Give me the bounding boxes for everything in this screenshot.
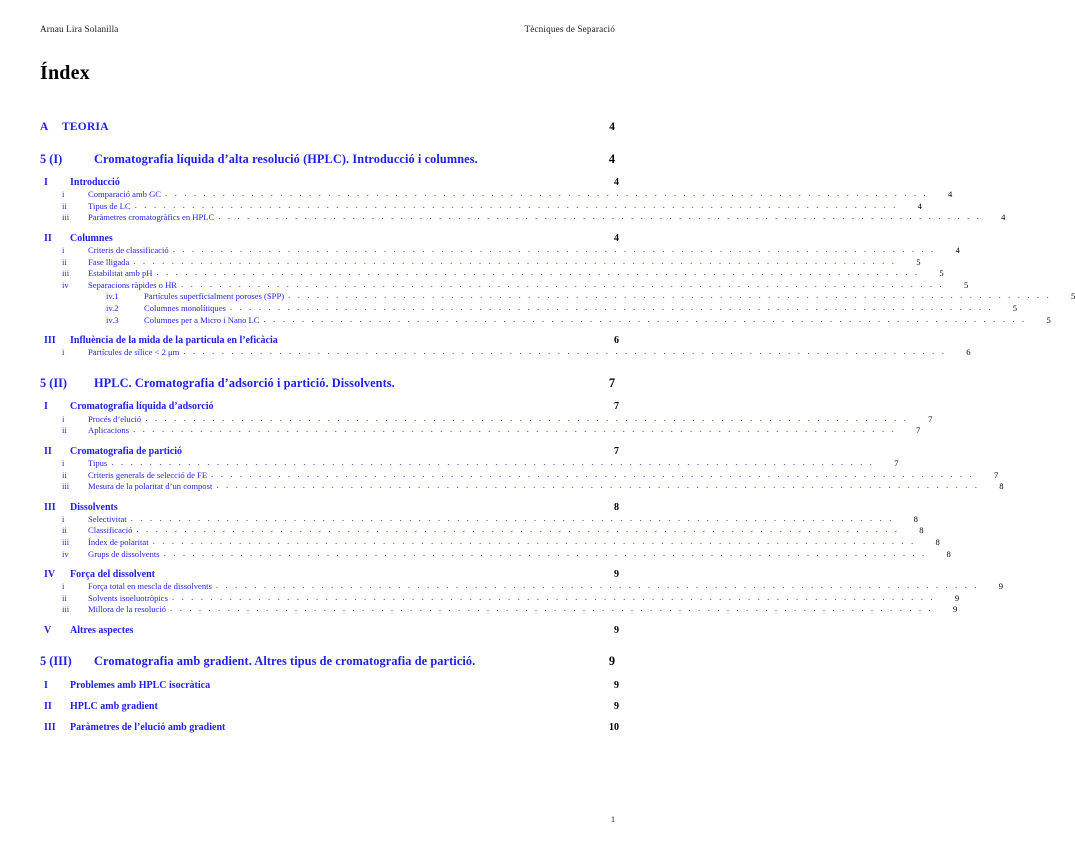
toc-entry-number: iii	[62, 268, 70, 279]
toc-entry-page: 10	[609, 722, 619, 734]
toc-entry-number: 5 (I)	[40, 151, 63, 166]
toc-entry-number: iii	[62, 604, 70, 615]
toc-dot-leader	[211, 470, 974, 479]
toc-dot-leader	[170, 604, 933, 613]
toc-entry-number: I	[44, 401, 48, 413]
toc-entry-page: 7	[928, 413, 933, 424]
toc-entry-number: i	[62, 245, 65, 256]
toc-entry-page: 9	[614, 679, 619, 691]
toc-entry-page: 5	[1012, 303, 1018, 314]
toc-entry-title: Introducció	[70, 177, 120, 189]
toc-entry-sub[interactable]	[40, 525, 924, 536]
toc-entry-title: Solvents isoeluotròpics	[88, 592, 168, 603]
toc-entry-page: 4	[947, 189, 953, 200]
toc-entry-title: Índex de polaritat	[88, 536, 149, 547]
toc-entry-page: 7	[894, 457, 899, 468]
page-title: Índex	[40, 62, 90, 84]
toc-entry-page: 4	[608, 151, 615, 166]
toc-entry-title: Criteris generals de selecció de FE	[88, 469, 208, 480]
toc-entry-subsub[interactable]	[40, 291, 1075, 302]
toc-entry-number: i	[62, 513, 65, 524]
toc-entry-page: 4	[917, 200, 922, 211]
toc-dot-leader	[133, 257, 896, 266]
toc-entry-subsub[interactable]	[40, 314, 1051, 325]
toc-entry-page: 7	[614, 445, 619, 457]
toc-entry-title: Tipus	[88, 457, 108, 468]
toc-entry-page: 5	[939, 268, 944, 279]
header-course: Tècniques de Separació	[524, 24, 615, 34]
toc-entry-sub[interactable]	[40, 256, 921, 267]
toc-entry-page: 5	[963, 279, 969, 290]
toc-entry-title: Altres aspectes	[70, 624, 134, 636]
toc-entry-number: II	[44, 700, 52, 712]
toc-entry-subsub[interactable]	[40, 303, 1018, 314]
page-number: 1	[610, 815, 615, 824]
toc-dot-leader	[145, 414, 908, 423]
toc-entry-number: 5 (II)	[40, 375, 67, 390]
toc-entry-page: 5	[1071, 291, 1075, 302]
toc-entry-section[interactable]	[40, 336, 619, 346]
toc-entry-page: 4	[955, 245, 960, 256]
toc-entry-number: i	[62, 413, 65, 424]
toc-entry-number: iv.2	[106, 303, 119, 314]
toc-entry-sub[interactable]	[40, 548, 951, 559]
toc-entry-number: iv	[62, 548, 69, 559]
toc-entry-title: Criteris de classificació	[88, 245, 169, 256]
toc-entry-section[interactable]	[40, 702, 619, 712]
toc-dot-leader	[183, 347, 946, 356]
toc-entry-chapter[interactable]	[40, 655, 615, 668]
toc-entry-number: II	[44, 233, 52, 245]
toc-entry-number: ii	[62, 425, 67, 436]
toc-entry-sub[interactable]	[40, 425, 921, 436]
toc-entry-title: Influència de la mida de la particula en l’eficàcia	[70, 335, 278, 347]
toc-entry-number: ii	[62, 469, 67, 480]
toc-entry-title: HPLC amb gradient	[70, 700, 158, 712]
toc-spacer	[40, 670, 615, 681]
toc-entry-number: iv	[62, 279, 69, 290]
toc-entry-title: Columnes	[70, 233, 113, 245]
toc-entry-title: Paràmetres de l’elució amb gradient	[70, 722, 226, 734]
toc-dot-leader	[230, 303, 993, 312]
toc-dot-leader	[173, 245, 936, 254]
toc-entry-section[interactable]	[40, 681, 619, 691]
toc-entry-sub[interactable]	[40, 536, 940, 547]
toc-entry-title: HPLC. Cromatografia d’adsorció i partició. Dissolvents.	[94, 375, 395, 390]
toc-entry-sub[interactable]	[40, 347, 971, 358]
toc-entry-title: Partícules de sílice < 2 μm	[88, 347, 180, 358]
header-author: Arnau Lira Solanilla	[40, 24, 119, 34]
toc-entry-section[interactable]	[40, 723, 619, 733]
toc-entry-number: I	[44, 679, 48, 691]
toc-entry-page: 4	[614, 177, 619, 189]
toc-entry-page: 4	[614, 233, 619, 245]
toc-entry-title: Cromatografia líquida d’alta resolució (HPLC). Introducció i columnes.	[94, 151, 478, 166]
toc-entry-sub[interactable]	[40, 413, 933, 424]
toc-entry-page: 5	[916, 256, 921, 267]
toc-entry-title: Cromatografia líquida d’adsorció	[70, 401, 214, 413]
toc-entry-sub[interactable]	[40, 469, 999, 480]
toc-dot-leader	[135, 201, 898, 210]
toc-entry-page: 9	[614, 569, 619, 581]
toc-entry-page: 9	[954, 592, 960, 603]
toc-entry-page: 4	[1001, 212, 1006, 223]
toc-entry-section[interactable]	[40, 503, 619, 513]
toc-spacer	[40, 494, 615, 503]
toc-entry-title: Força total en mescla de dissolvents	[88, 581, 212, 592]
toc-entry-number: IV	[44, 569, 56, 581]
toc-entry-page: 9	[608, 654, 615, 669]
toc-entry-number: I	[44, 177, 48, 189]
toc-entry-page: 7	[993, 469, 999, 480]
toc-dot-leader	[131, 514, 894, 523]
toc-entry-number: II	[44, 445, 52, 457]
toc-entry-title: Força del dissolvent	[70, 569, 155, 581]
toc-entry-title: Paràmetres cromatogràfics en HPLC	[88, 212, 215, 223]
toc-dot-leader	[136, 525, 899, 534]
toc-entry-sub[interactable]	[40, 581, 1004, 592]
toc-dot-leader	[165, 189, 928, 198]
toc-entry-page: 7	[608, 375, 615, 390]
toc-entry-number: ii	[62, 200, 67, 211]
toc-dot-leader	[153, 537, 916, 546]
toc-entry-page: 7	[614, 401, 619, 413]
toc-entry-number: III	[44, 501, 56, 513]
toc-entry-number: iv.3	[106, 314, 119, 325]
toc-entry-part[interactable]	[40, 122, 615, 134]
toc-entry-title: Classificació	[88, 525, 133, 536]
toc-dot-leader	[288, 291, 1051, 300]
toc-entry-page: 8	[935, 536, 940, 547]
toc-entry-page: 8	[913, 513, 918, 524]
toc-entry-number: ii	[62, 525, 67, 536]
toc-entry-chapter[interactable]	[40, 153, 615, 166]
toc-entry-title: Grups de dissolvents	[88, 548, 160, 559]
toc-entry-sub[interactable]	[40, 268, 944, 279]
running-header	[40, 24, 615, 34]
toc-entry-sub[interactable]	[40, 481, 1004, 492]
toc-entry-page: 9	[614, 624, 619, 636]
toc-entry-title: Problemes amb HPLC isocràtica	[70, 679, 211, 691]
toc-entry-sub[interactable]	[40, 245, 960, 256]
toc-entry-title: Procés d’elució	[88, 413, 142, 424]
toc-entry-number: ii	[62, 256, 67, 267]
toc-entry-page: 8	[999, 481, 1004, 492]
table-of-contents	[40, 104, 1075, 735]
toc-entry-number: iii	[62, 212, 70, 223]
toc-entry-sub[interactable]	[40, 189, 953, 200]
toc-entry-title: Partícules superficialment poroses (SPP)	[144, 291, 285, 302]
toc-entry-section[interactable]	[40, 626, 619, 636]
toc-entry-title: Cromatografia de partició	[70, 445, 183, 457]
toc-dot-leader	[172, 593, 935, 602]
toc-entry-page: 8	[919, 525, 924, 536]
toc-entry-number: i	[62, 347, 65, 358]
toc-entry-sub[interactable]	[40, 200, 922, 211]
toc-entry-chapter[interactable]	[40, 377, 615, 390]
toc-entry-title: Fase lligada	[88, 256, 130, 267]
toc-entry-number: i	[62, 457, 65, 468]
toc-entry-number: iii	[62, 536, 70, 547]
toc-entry-title: Cromatografia amb gradient. Altres tipus de cromatografia de partició.	[94, 654, 476, 669]
toc-entry-title: Selectivitat	[88, 513, 127, 524]
toc-dot-leader	[264, 315, 1027, 324]
toc-entry-sub[interactable]	[40, 604, 958, 615]
toc-entry-section[interactable]	[40, 447, 619, 457]
toc-entry-number: i	[62, 581, 65, 592]
toc-entry-title: Estabilitat amb pH	[88, 268, 153, 279]
toc-entry-title: Comparació amb GC	[88, 189, 162, 200]
toc-entry-page: 7	[915, 425, 921, 436]
toc-entry-sub[interactable]	[40, 279, 969, 290]
toc-dot-leader	[216, 481, 979, 490]
toc-entry-number: 5 (III)	[40, 654, 72, 669]
toc-entry-number: V	[44, 624, 52, 636]
toc-entry-sub[interactable]	[40, 513, 918, 524]
toc-entry-sub[interactable]	[40, 212, 1006, 223]
toc-entry-number: iii	[62, 481, 70, 492]
toc-dot-leader	[164, 549, 927, 558]
toc-spacer	[40, 167, 615, 178]
toc-entry-title: Columnes per a Micro i Nano LC	[144, 314, 260, 325]
toc-entry-section[interactable]	[40, 178, 619, 188]
toc-spacer	[40, 638, 615, 655]
toc-entry-number: iv.1	[106, 291, 119, 302]
toc-entry-title: Aplicacions	[88, 425, 130, 436]
toc-entry-title: Tipus de LC	[88, 200, 131, 211]
toc-entry-page: 9	[614, 700, 619, 712]
toc-entry-sub[interactable]	[40, 592, 960, 603]
toc-entry-page: 9	[952, 604, 958, 615]
toc-entry-number: A	[40, 121, 49, 133]
toc-entry-page: 8	[946, 548, 951, 559]
toc-spacer	[40, 225, 615, 234]
toc-entry-page: 6	[614, 335, 619, 347]
toc-entry-section[interactable]	[40, 570, 619, 580]
toc-entry-title: Mesura de la polaritat d’un compost	[88, 481, 213, 492]
toc-entry-page: 9	[998, 581, 1004, 592]
toc-entry-number: III	[44, 335, 56, 347]
toc-entry-section[interactable]	[40, 402, 619, 412]
toc-entry-section[interactable]	[40, 234, 619, 244]
toc-dot-leader	[216, 581, 979, 590]
toc-entry-title: TEORIA	[62, 121, 109, 133]
toc-dot-leader	[181, 280, 944, 289]
toc-entry-title: Separacions ràpides o HR	[88, 279, 178, 290]
toc-spacer	[40, 104, 615, 122]
toc-entry-page: 5	[1046, 314, 1051, 325]
toc-entry-title: Dissolvents	[70, 501, 118, 513]
toc-entry-page: 4	[609, 121, 615, 133]
toc-entry-number: ii	[62, 592, 67, 603]
toc-entry-sub[interactable]	[40, 457, 899, 468]
toc-entry-page: 8	[614, 501, 619, 513]
toc-spacer	[40, 360, 615, 377]
toc-entry-title: Columnes monolítiques	[144, 303, 226, 314]
toc-entry-number: III	[44, 722, 56, 734]
toc-entry-number: i	[62, 189, 65, 200]
toc-dot-leader	[156, 268, 919, 277]
toc-entry-page: 6	[966, 347, 971, 358]
toc-spacer	[40, 136, 615, 153]
toc-dot-leader	[133, 425, 896, 434]
toc-dot-leader	[218, 212, 981, 221]
toc-entry-title: Millora de la resolució	[88, 604, 167, 615]
toc-dot-leader	[111, 458, 874, 467]
